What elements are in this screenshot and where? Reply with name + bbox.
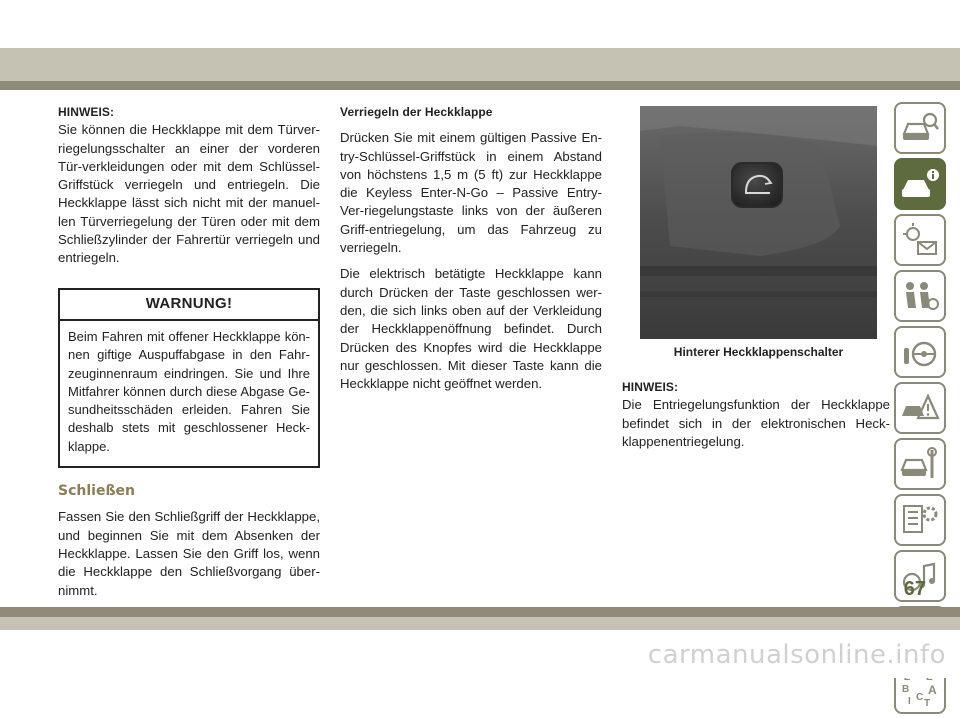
index-letter: C: [916, 692, 924, 703]
steering-wheel-icon: [900, 334, 940, 370]
tailgate-switch-photo: [640, 106, 877, 339]
header-band: [0, 48, 960, 81]
column-middle: [340, 103, 602, 393]
seat-airbag-icon: [900, 278, 940, 314]
top-margin: [0, 0, 960, 48]
warning-light-message-icon: [900, 222, 940, 258]
paragraph-2: Die elektrisch betätigte Heckklappe kann durch Drücken der Taste geschlossen wer-den, die sich links oben auf der Verkleidung der Heckklappenöffnung befindet. Durch Drücken des Knopfes wird die Heckklappe nur geschlossen. Mit dieser Taste kann die Heckklappe nicht geöffnet werden.: [340, 266, 602, 392]
car-warning-triangle-icon: [900, 390, 940, 426]
note-label-2: HINWEIS:: [622, 380, 679, 394]
page-number: 67: [903, 578, 926, 600]
paragraph-1: Drücken Sie mit einem gültigen Passive En-try-Schlüssel-Griffstück in einem Abstand von höchstens 1,5 m (5 ft) zur Heckklappe die Keyless Enter-N-Go – Passive Entry-Ver-riegelungstaste links von der äußeren Griff-entriegelung, um das Fahrzeug zu verriegeln.: [340, 130, 602, 256]
tab-specifications[interactable]: [894, 494, 946, 546]
subheading: Verriegeln der Heckklappe: [340, 105, 493, 119]
warning-title: WARNUNG!: [60, 290, 318, 321]
tab-steering[interactable]: [894, 326, 946, 378]
watermark: carmanualsonline.info: [647, 640, 946, 670]
note-text: Sie können die Heckklappe mit dem Türver-riegelungsschalter an einer der vorderen Tür-verkleidungen oder mit dem Schlüssel-Griffstück verriegeln und entriegeln. Die Heckklappe lässt sich nicht mit der manuel-len Türverriegelung der Türen oder mit dem Schließzylinder der Fahrertür verriegeln und entriegeln.: [58, 122, 320, 266]
footer-stripe: [0, 607, 960, 617]
index-letter: I: [908, 696, 911, 707]
tab-seat-airbag[interactable]: [894, 270, 946, 322]
tab-warning-lights[interactable]: [894, 214, 946, 266]
car-info-icon: [900, 166, 940, 202]
figure-caption: Hinterer Heckklappenschalter: [673, 345, 844, 359]
car-wrench-icon: [900, 446, 940, 482]
column-left: [58, 103, 320, 600]
warning-text: Beim Fahren mit offener Heckklappe kön-nen giftige Auspuffabgase in den Fahr-zeuginnenraum eindringen. Sie und Ihre Mitfahrer können durch diese Abgase Ge-sundheitsschäden erleiden. Fahren Sie deshalb stets mit geschlossener Heck-klappe.: [68, 328, 310, 454]
footer-band: [0, 617, 960, 630]
note-label: HINWEIS:: [58, 105, 115, 119]
index-letter: B: [902, 684, 910, 695]
tab-service[interactable]: [894, 438, 946, 490]
index-letter: T: [924, 698, 931, 708]
section-title: Schließen: [58, 483, 135, 500]
warning-box: [58, 288, 320, 468]
column-right: [622, 378, 890, 451]
car-magnifier-icon: [900, 110, 940, 146]
tab-emergency[interactable]: [894, 382, 946, 434]
note-text-2: Die Entriegelungsfunktion der Heckklappe befindet sich in der elektronischen Heck-klappenentriegelung.: [622, 397, 890, 449]
section-text: Fassen Sie den Schließgriff der Heckklappe, und beginnen Sie mit dem Absenken der Heckklappe. Lassen Sie den Griff los, wenn die Heckklappe den Schließvorgang über-nimmt.: [58, 509, 320, 598]
tab-car-info[interactable]: [894, 158, 946, 210]
tab-car-magnifier[interactable]: [894, 102, 946, 154]
header-stripe: [0, 81, 960, 90]
specs-gear-icon: [900, 502, 940, 538]
index-letter: A: [928, 683, 937, 697]
